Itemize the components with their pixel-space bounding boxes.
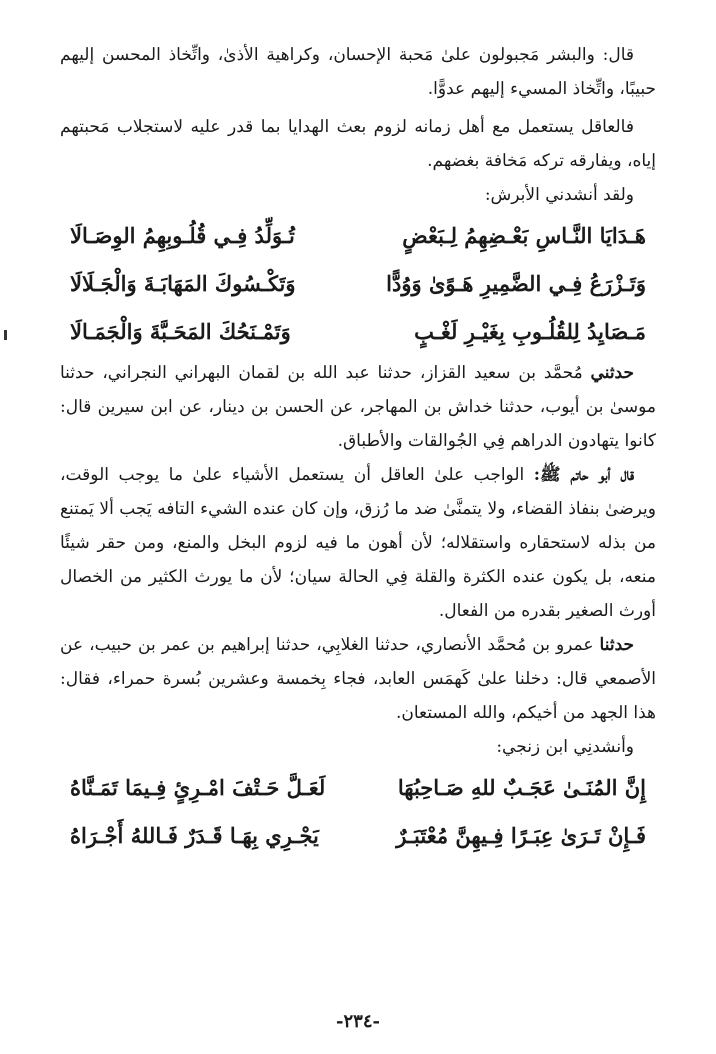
verse-second-hemistich: وَتَكْـسُوكَ المَهَابَـةَ وَالْجَـلَالَا [70, 271, 296, 296]
verse-line [60, 308, 656, 356]
verse-second-hemistich: تُـوَلِّدُ فِـي قُلُـوبِهِمُ الوِصَـالَا [70, 223, 295, 248]
poem-abrash [60, 212, 656, 356]
verse-line [60, 812, 656, 860]
verse-first-hemistich: مَـصَايِدُ لِلقُلُـوبِ بِغَيْـرِ لَغْـبٍ [414, 319, 646, 344]
verse-first-hemistich: وَتَـزْرَعُ فِـي الضَّمِيرِ هَـوًىٰ وَوُدًّا [386, 271, 646, 296]
verse-first-hemistich: إِنَّ المُنَـىٰ عَجَـبٌ للهِ صَـاحِبُهَا [397, 775, 646, 800]
paragraph-body: مُحمَّد بن سعيد القزاز، حدثنا عبد الله بن لقمان البهراني النجراني، حدثنا موسىٰ بن أيوب، حدثنا خداش بن المهاجر، عن الحسن بن دينار، عن ابن سيرين قال: كانوا يتهادون الدراهم فِي الجُوالقات والأطباق. [60, 363, 656, 451]
paragraph-hadith-chain-2 [60, 628, 656, 730]
paragraph-lead: قال أبو حاتم ﷺ: [533, 465, 635, 485]
paragraph-body: عمرو بن مُحمَّد الأنصاري، حدثنا الغلابِي، حدثنا إبراهيم بن عمر بن حبيب، عن الأصمعي قال: دخلنا علىٰ كَهمَس العابد، فجاء بِخمسة وعشرين بُسرة حمراء، فقال: هذا الجهد من أخيكم، والله المستعان. [60, 635, 656, 723]
paragraph-lead: حدثنا [599, 635, 635, 655]
paragraph-abu-hatim [60, 458, 656, 628]
verse-line [60, 260, 656, 308]
page-number: -٢٣٤- [336, 1011, 380, 1032]
verse-first-hemistich: فَـإِنْ تَـرَىٰ عِبَـرًا فِـيهِنَّ مُعْتَبَـرٌ [396, 823, 646, 848]
verse-first-hemistich: هَـدَايَا النَّـاسِ بَعْـضِهِمُ لِـبَعْضٍ [402, 223, 646, 248]
paragraph-sensible-gifts: فالعاقل يستعمل مع أهل زمانه لزوم بعث الهدايا بما قدر عليه لاستجلاب مَحبتهم إياه، ويفارقه تركه مَخافة بغضهم. [60, 117, 656, 171]
paragraph-lead: حدثني [590, 363, 634, 383]
verse-second-hemistich: لَعَـلَّ حَـتْفَ امْـرِئٍ فِـيمَا تَمَـنَّاهُ [70, 775, 326, 800]
poem-intro-abrash: ولقد أنشدني الأبرش: [484, 185, 634, 205]
poem-intro-ibn-zanji: وأنشدنِي ابن زنجي: [496, 737, 634, 757]
poem-ibn-zanji [60, 764, 656, 860]
scan-edge-mark [4, 330, 7, 340]
verse-line [60, 764, 656, 812]
verse-second-hemistich: يَجْـرِي بِهَـا قَـدَرٌ فَـاللهُ أَجْـرَاهُ [70, 823, 319, 848]
paragraph-mankind-nature: قال: والبشر مَجبولون علىٰ مَحبة الإحسان، وكراهية الأذىٰ، واتِّخاذ المحسن إليهم حبيبًا، واتِّخاذ المسيء إليهم عدوًّا. [60, 45, 656, 99]
verse-second-hemistich: وَتَمْـنَحُكَ المَحَـبَّةَ وَالْجَمَـالَا [70, 319, 291, 344]
paragraph-body: الواجب علىٰ العاقل أن يستعمل الأشياء علىٰ ما يوجب الوقت، ويرضىٰ بنفاذ القضاء، ولا يتمنَّىٰ ضد ما رُزق، وإن كان عنده الشيء التافه يَجب ألا يَمتنع من بذله لاستحقاره واستقلاله؛ لأن أهون ما فيه لزوم البخل والمنع، ومن حقر شيئًا منعه، بل يكون عنده الكثرة والقلة فِي الحالة سيان؛ لأن ما يورث الكثير من الخصال أورث الصغير بقدره من الفعال. [60, 465, 656, 621]
paragraph-hadith-chain-1 [60, 356, 656, 458]
verse-line [60, 212, 656, 260]
